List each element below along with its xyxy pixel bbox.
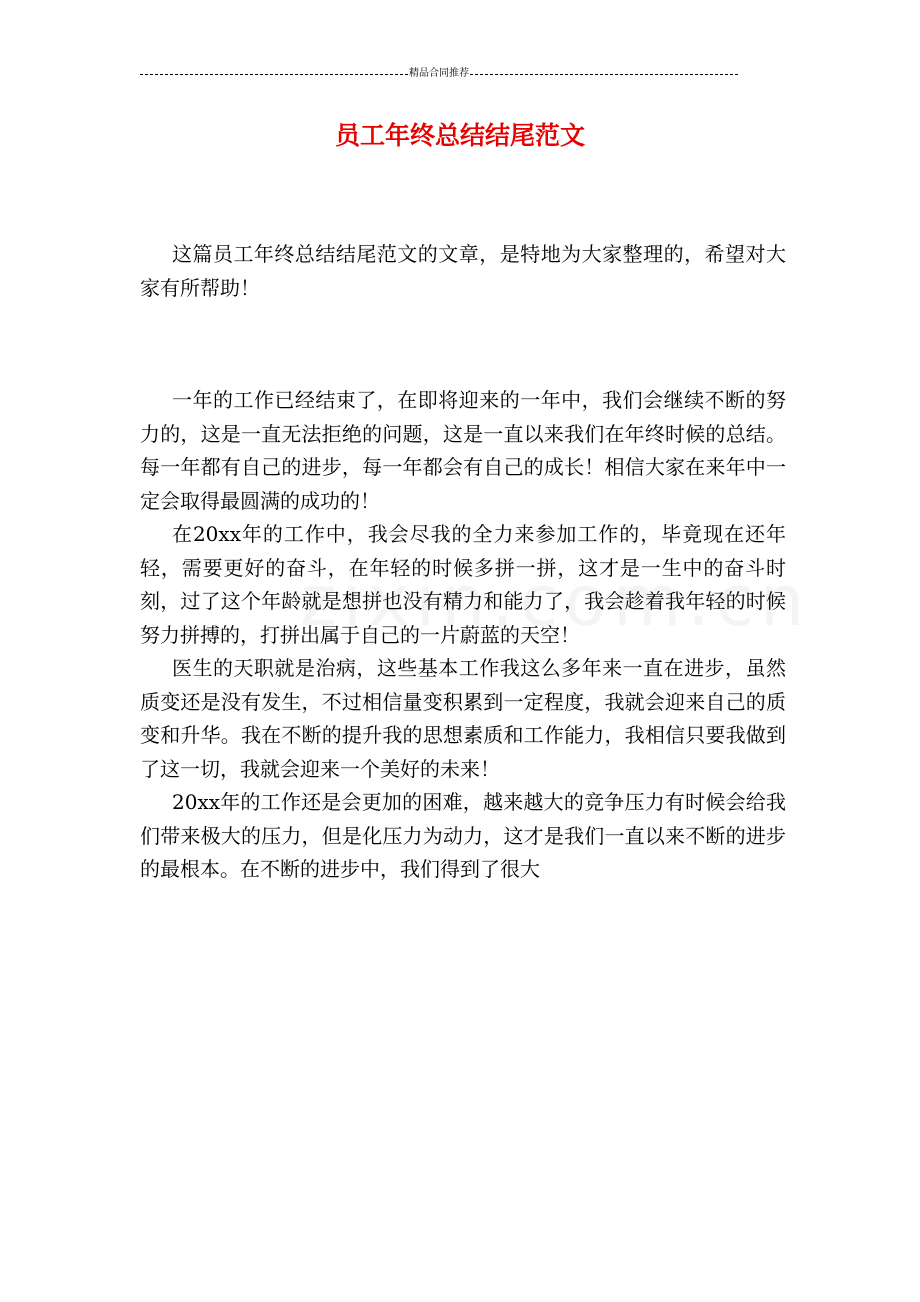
- header-dash-left: [140, 74, 408, 75]
- body-paragraph-4: 20xx年的工作还是会更加的困难，越来越大的竞争压力有时候会给我们带来极大的压力，但是化压力为动力，这才是我们一直以来不断的进步的最根本。在不断的进步中，我们得到了很大: [140, 790, 786, 881]
- intro-paragraph: 这篇员工年终总结结尾范文的文章，是特地为大家整理的，希望对大家有所帮助！: [140, 242, 786, 300]
- body-paragraph-2: 在20xx年的工作中，我会尽我的全力来参加工作的，毕竟现在还年轻，需要更好的奋斗，在年轻的时候多拼一拼，这才是一生中的奋斗时刻，过了这个年龄就是想拼也没有精力和能力了，我会趁着我年轻的时候努力拼搏的，打拼出属于自己的一片蔚蓝的天空！: [140, 522, 786, 647]
- header-tag: 精品合同推荐: [409, 68, 469, 79]
- document-body: [140, 384, 786, 887]
- document-title: 员工年终总结结尾范文: [334, 121, 585, 150]
- page-header: [140, 66, 738, 82]
- body-paragraph-3: 医生的天职就是治病，这些基本工作我这么多年来一直在进步，虽然质变还是没有发生，不过相信量变积累到一定程度，我就会迎来自己的质变和升华。我在不断的提升我的思想素质和工作能力，我相信只要我做到了这一切，我就会迎来一个美好的未来！: [140, 656, 786, 781]
- header-dash-right: [470, 74, 738, 75]
- body-paragraph-1: 一年的工作已经结束了，在即将迎来的一年中，我们会继续不断的努力的，这是一直无法拒绝的问题，这是一直以来我们在年终时候的总结。每一年都有自己的进步，每一年都会有自己的成长！相信大家在来年中一定会取得最圆满的成功的！: [140, 388, 786, 513]
